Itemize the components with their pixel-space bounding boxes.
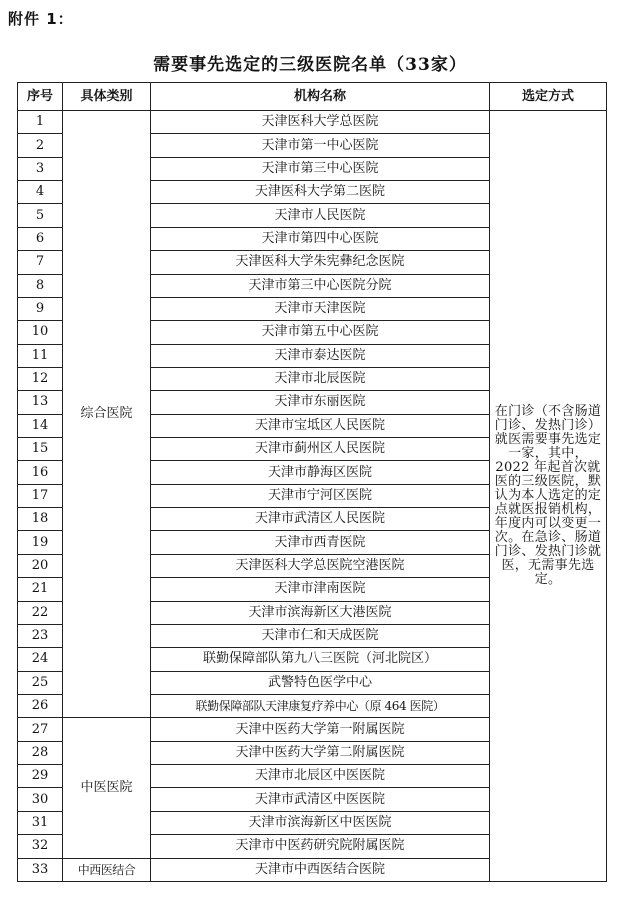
category-cell: 中西医结合 — [63, 858, 151, 881]
serial-number-cell: 5 — [18, 204, 63, 227]
institution-name-cell: 天津市宝坻区人民医院 — [151, 414, 490, 437]
institution-name-cell: 天津市蓟州区人民医院 — [151, 438, 490, 461]
serial-number-cell: 28 — [18, 741, 63, 764]
institution-name-cell: 天津医科大学第二医院 — [151, 181, 490, 204]
institution-name-cell: 天津医科大学总医院空港医院 — [151, 554, 490, 577]
serial-number-cell: 2 — [18, 134, 63, 157]
serial-number-cell: 21 — [18, 578, 63, 601]
institution-name-cell: 天津市武清区人民医院 — [151, 508, 490, 531]
serial-number-cell: 18 — [18, 508, 63, 531]
institution-name-cell: 天津市泰达医院 — [151, 344, 490, 367]
serial-number-cell: 29 — [18, 765, 63, 788]
institution-name-cell: 天津市滨海新区中医医院 — [151, 811, 490, 834]
institution-name-cell: 天津市中西医结合医院 — [151, 858, 490, 881]
serial-number-cell: 19 — [18, 531, 63, 554]
header-institution: 机构名称 — [151, 83, 490, 111]
serial-number-cell: 9 — [18, 297, 63, 320]
header-method: 选定方式 — [490, 83, 607, 111]
institution-name-cell: 天津市北辰区中医医院 — [151, 765, 490, 788]
serial-number-cell: 11 — [18, 344, 63, 367]
institution-name-cell: 天津市第五中心医院 — [151, 321, 490, 344]
serial-number-cell: 27 — [18, 718, 63, 741]
serial-number-cell: 13 — [18, 391, 63, 414]
serial-number-cell: 16 — [18, 461, 63, 484]
table-body — [18, 111, 607, 882]
institution-name-cell: 天津市静海区医院 — [151, 461, 490, 484]
category-cell: 综合医院 — [63, 111, 151, 718]
serial-number-cell: 22 — [18, 601, 63, 624]
category-cell: 中医医院 — [63, 718, 151, 858]
serial-number-cell: 8 — [18, 274, 63, 297]
table-header-row — [18, 83, 607, 111]
serial-number-cell: 15 — [18, 438, 63, 461]
serial-number-cell: 17 — [18, 484, 63, 507]
serial-number-cell: 3 — [18, 157, 63, 180]
serial-number-cell: 14 — [18, 414, 63, 437]
selection-method-cell: 在门诊（不含肠道门诊、发热门诊）就医需要事先选定一家，其中，2022 年起首次就医的三级医院，默认为本人选定的定点就医报销机构，年度内可以变更一次。在急诊、肠道门诊、发热门诊就医，无需事先选定。 — [490, 111, 607, 882]
institution-name-cell: 联勤保障部队第九八三医院（河北院区） — [151, 648, 490, 671]
institution-name-cell: 天津市西青医院 — [151, 531, 490, 554]
serial-number-cell: 23 — [18, 624, 63, 647]
institution-name-cell: 天津市第四中心医院 — [151, 227, 490, 250]
serial-number-cell: 1 — [18, 111, 63, 134]
serial-number-cell: 7 — [18, 251, 63, 274]
serial-number-cell: 6 — [18, 227, 63, 250]
document-title: 需要事先选定的三级医院名单（33家） — [153, 55, 467, 75]
attachment-label: 附件 1： — [8, 10, 74, 28]
institution-name-cell: 联勤保障部队天津康复疗养中心（原 464 医院） — [151, 694, 490, 717]
serial-number-cell: 4 — [18, 181, 63, 204]
serial-number-cell: 30 — [18, 788, 63, 811]
hospital-table — [17, 82, 607, 882]
institution-name-cell: 天津市北辰医院 — [151, 367, 490, 390]
institution-name-cell: 天津医科大学总医院 — [151, 111, 490, 134]
institution-name-cell: 天津市天津医院 — [151, 297, 490, 320]
serial-number-cell: 12 — [18, 367, 63, 390]
institution-name-cell: 天津市津南医院 — [151, 578, 490, 601]
institution-name-cell: 天津市中医药研究院附属医院 — [151, 835, 490, 858]
institution-name-cell: 天津市仁和天成医院 — [151, 624, 490, 647]
institution-name-cell: 天津市东丽医院 — [151, 391, 490, 414]
serial-number-cell: 10 — [18, 321, 63, 344]
institution-name-cell: 天津市第三中心医院 — [151, 157, 490, 180]
serial-number-cell: 32 — [18, 835, 63, 858]
institution-name-cell: 天津中医药大学第一附属医院 — [151, 718, 490, 741]
serial-number-cell: 26 — [18, 694, 63, 717]
serial-number-cell: 25 — [18, 671, 63, 694]
serial-number-cell: 33 — [18, 858, 63, 881]
institution-name-cell: 天津市宁河区医院 — [151, 484, 490, 507]
institution-name-cell: 天津市滨海新区大港医院 — [151, 601, 490, 624]
header-serial: 序号 — [18, 83, 63, 111]
institution-name-cell: 天津市第三中心医院分院 — [151, 274, 490, 297]
serial-number-cell: 31 — [18, 811, 63, 834]
institution-name-cell: 天津医科大学朱宪彝纪念医院 — [151, 251, 490, 274]
table-row — [18, 111, 607, 134]
institution-name-cell: 天津市第一中心医院 — [151, 134, 490, 157]
institution-name-cell: 天津市人民医院 — [151, 204, 490, 227]
institution-name-cell: 天津中医药大学第二附属医院 — [151, 741, 490, 764]
serial-number-cell: 24 — [18, 648, 63, 671]
institution-name-cell: 武警特色医学中心 — [151, 671, 490, 694]
header-category: 具体类别 — [63, 83, 151, 111]
serial-number-cell: 20 — [18, 554, 63, 577]
institution-name-cell: 天津市武清区中医医院 — [151, 788, 490, 811]
